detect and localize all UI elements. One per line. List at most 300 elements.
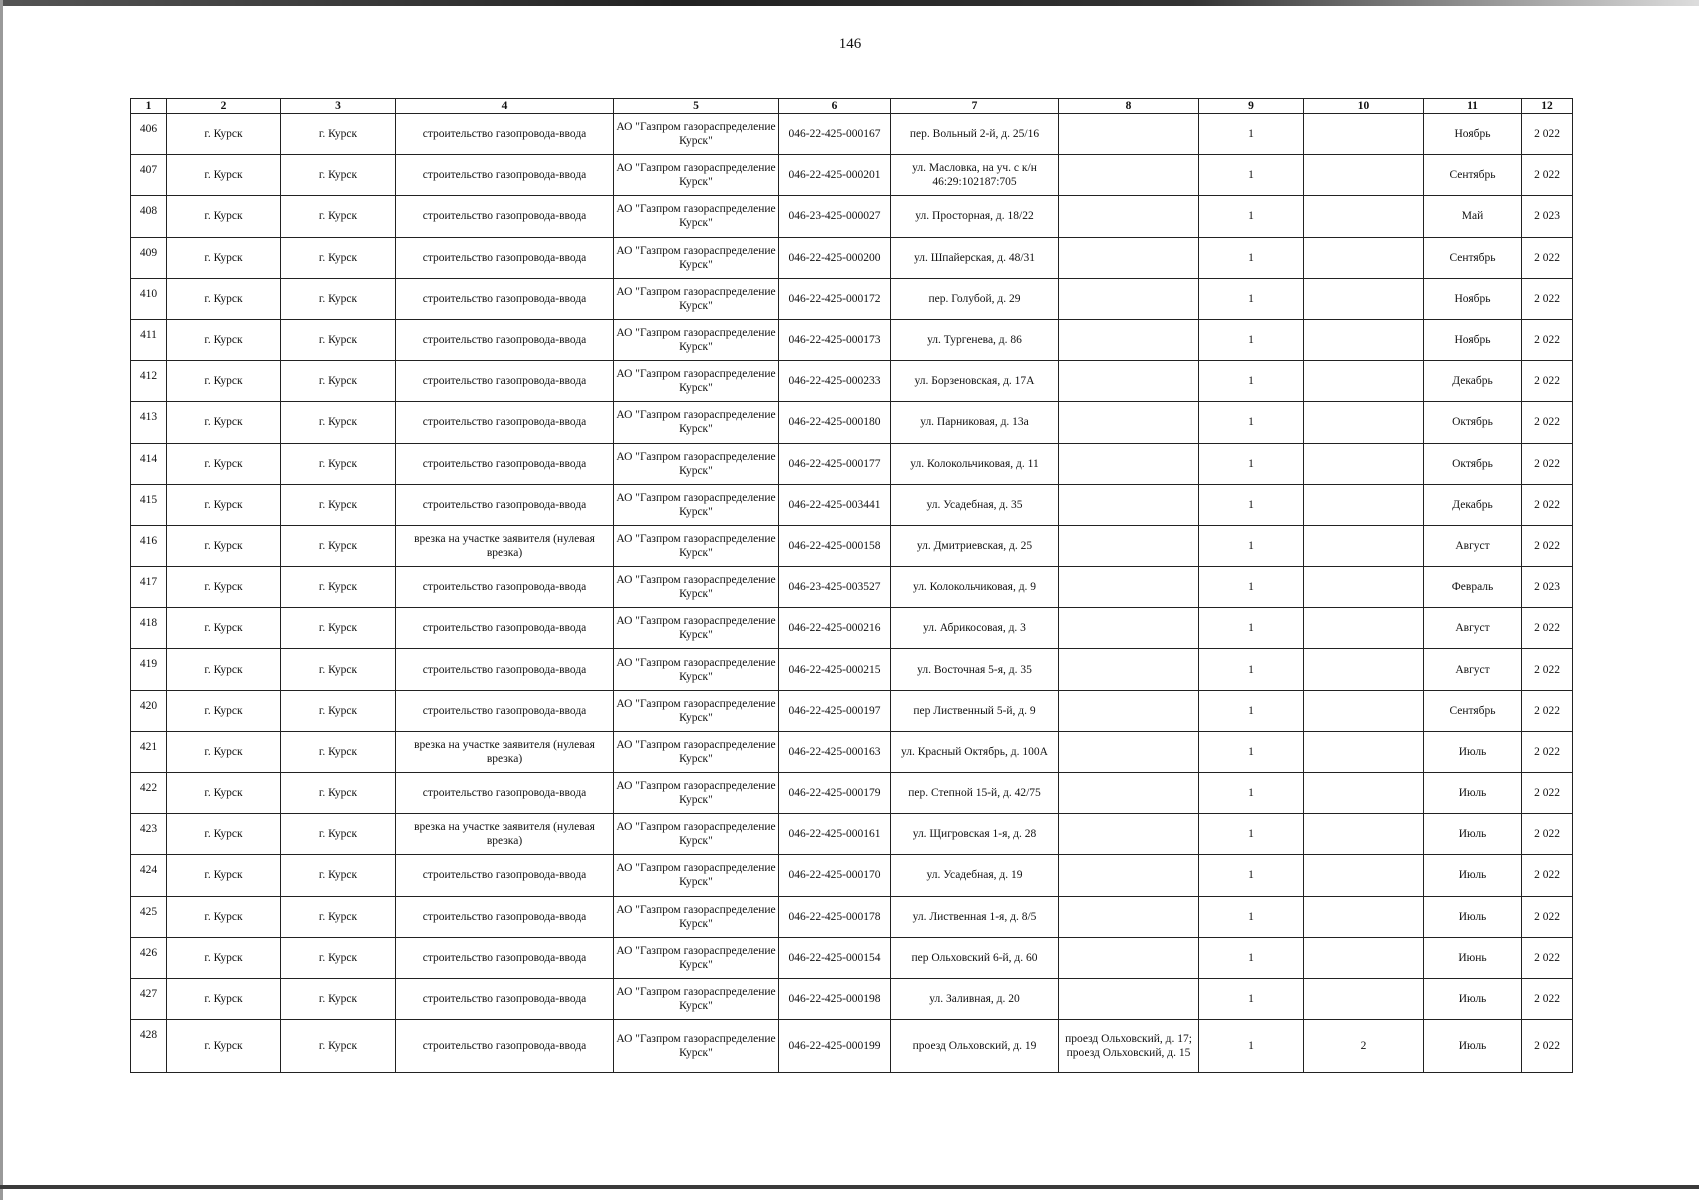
cell-count-additional	[1304, 525, 1424, 566]
cell-year: 2 022	[1522, 278, 1573, 319]
cell-additional-addresses	[1059, 649, 1199, 690]
cell-count-additional	[1304, 114, 1424, 155]
cell-settlement: г. Курск	[167, 114, 281, 155]
cell-count-additional	[1304, 567, 1424, 608]
cell-organization: АО "Газпром газораспределение Курск"	[614, 1020, 779, 1073]
cell-count: 1	[1199, 814, 1304, 855]
cell-year: 2 022	[1522, 1020, 1573, 1073]
cell-row-number: 427	[131, 978, 167, 1019]
cell-additional-addresses	[1059, 114, 1199, 155]
cell-settlement: г. Курск	[167, 567, 281, 608]
column-header-12: 12	[1522, 99, 1573, 114]
table-row	[131, 608, 1573, 649]
cell-count: 1	[1199, 361, 1304, 402]
cell-year: 2 022	[1522, 937, 1573, 978]
table-body	[131, 114, 1573, 1073]
table-row	[131, 484, 1573, 525]
cell-month: Сентябрь	[1424, 155, 1522, 196]
table-row	[131, 525, 1573, 566]
cell-organization: АО "Газпром газораспределение Курск"	[614, 773, 779, 814]
cell-row-number: 419	[131, 649, 167, 690]
cell-address: ул. Щигровская 1-я, д. 28	[891, 814, 1059, 855]
cell-organization: АО "Газпром газораспределение Курск"	[614, 608, 779, 649]
cell-settlement: г. Курск	[167, 855, 281, 896]
cell-row-number: 420	[131, 690, 167, 731]
cell-year: 2 022	[1522, 855, 1573, 896]
cell-month: Октябрь	[1424, 443, 1522, 484]
cell-address: ул. Усадебная, д. 19	[891, 855, 1059, 896]
cell-address: ул. Масловка, на уч. с к/н 46:29:102187:705	[891, 155, 1059, 196]
cell-work-type: врезка на участке заявителя (нулевая врезка)	[396, 731, 614, 772]
cell-count: 1	[1199, 1020, 1304, 1073]
cell-organization: АО "Газпром газораспределение Курск"	[614, 649, 779, 690]
cell-additional-addresses	[1059, 196, 1199, 237]
cell-address: ул. Дмитриевская, д. 25	[891, 525, 1059, 566]
cell-address: ул. Колокольчиковая, д. 9	[891, 567, 1059, 608]
cell-count: 1	[1199, 319, 1304, 360]
cell-row-number: 416	[131, 525, 167, 566]
cell-additional-addresses	[1059, 978, 1199, 1019]
cell-month: Август	[1424, 649, 1522, 690]
cell-month: Ноябрь	[1424, 114, 1522, 155]
cell-district: г. Курск	[281, 814, 396, 855]
cell-request-number: 046-22-425-000233	[779, 361, 891, 402]
cell-settlement: г. Курск	[167, 196, 281, 237]
cell-year: 2 022	[1522, 114, 1573, 155]
table-row	[131, 237, 1573, 278]
cell-request-number: 046-22-425-000177	[779, 443, 891, 484]
cell-additional-addresses	[1059, 814, 1199, 855]
cell-row-number: 412	[131, 361, 167, 402]
cell-count-additional	[1304, 196, 1424, 237]
cell-organization: АО "Газпром газораспределение Курск"	[614, 525, 779, 566]
cell-count-additional	[1304, 319, 1424, 360]
cell-district: г. Курск	[281, 237, 396, 278]
cell-year: 2 022	[1522, 731, 1573, 772]
cell-address: ул. Просторная, д. 18/22	[891, 196, 1059, 237]
cell-district: г. Курск	[281, 319, 396, 360]
cell-additional-addresses	[1059, 237, 1199, 278]
cell-organization: АО "Газпром газораспределение Курск"	[614, 196, 779, 237]
cell-year: 2 022	[1522, 319, 1573, 360]
cell-count: 1	[1199, 114, 1304, 155]
cell-settlement: г. Курск	[167, 814, 281, 855]
cell-count: 1	[1199, 402, 1304, 443]
cell-count-additional	[1304, 608, 1424, 649]
scan-edge-top	[0, 0, 1699, 6]
cell-work-type: строительство газопровода-ввода	[396, 196, 614, 237]
cell-district: г. Курск	[281, 155, 396, 196]
cell-settlement: г. Курск	[167, 978, 281, 1019]
cell-count-additional	[1304, 155, 1424, 196]
cell-count-additional	[1304, 278, 1424, 319]
cell-row-number: 411	[131, 319, 167, 360]
cell-count-additional: 2	[1304, 1020, 1424, 1073]
cell-work-type: строительство газопровода-ввода	[396, 278, 614, 319]
column-header-2: 2	[167, 99, 281, 114]
cell-count: 1	[1199, 567, 1304, 608]
cell-additional-addresses	[1059, 484, 1199, 525]
column-header-8: 8	[1059, 99, 1199, 114]
cell-request-number: 046-22-425-000154	[779, 937, 891, 978]
cell-month: Ноябрь	[1424, 278, 1522, 319]
table-row	[131, 937, 1573, 978]
cell-settlement: г. Курск	[167, 443, 281, 484]
table-row	[131, 690, 1573, 731]
gas-connection-table	[130, 98, 1573, 1073]
cell-count: 1	[1199, 855, 1304, 896]
cell-address: ул. Парниковая, д. 13а	[891, 402, 1059, 443]
cell-address: ул. Абрикосовая, д. 3	[891, 608, 1059, 649]
cell-count-additional	[1304, 896, 1424, 937]
cell-row-number: 425	[131, 896, 167, 937]
cell-count: 1	[1199, 773, 1304, 814]
cell-month: Июль	[1424, 731, 1522, 772]
cell-work-type: строительство газопровода-ввода	[396, 608, 614, 649]
cell-work-type: строительство газопровода-ввода	[396, 567, 614, 608]
cell-organization: АО "Газпром газораспределение Курск"	[614, 937, 779, 978]
table-row	[131, 731, 1573, 772]
cell-settlement: г. Курск	[167, 649, 281, 690]
cell-request-number: 046-23-425-003527	[779, 567, 891, 608]
cell-year: 2 022	[1522, 155, 1573, 196]
column-header-1: 1	[131, 99, 167, 114]
cell-additional-addresses	[1059, 278, 1199, 319]
cell-district: г. Курск	[281, 937, 396, 978]
cell-settlement: г. Курск	[167, 896, 281, 937]
cell-month: Ноябрь	[1424, 319, 1522, 360]
cell-address: ул. Борзеновская, д. 17А	[891, 361, 1059, 402]
cell-count: 1	[1199, 731, 1304, 772]
cell-work-type: строительство газопровода-ввода	[396, 484, 614, 525]
cell-organization: АО "Газпром газораспределение Курск"	[614, 237, 779, 278]
cell-settlement: г. Курск	[167, 155, 281, 196]
table-row	[131, 773, 1573, 814]
table-row	[131, 896, 1573, 937]
cell-year: 2 022	[1522, 814, 1573, 855]
cell-year: 2 022	[1522, 649, 1573, 690]
cell-district: г. Курск	[281, 402, 396, 443]
cell-work-type: строительство газопровода-ввода	[396, 896, 614, 937]
cell-work-type: строительство газопровода-ввода	[396, 773, 614, 814]
cell-month: Июль	[1424, 896, 1522, 937]
cell-settlement: г. Курск	[167, 525, 281, 566]
cell-year: 2 023	[1522, 567, 1573, 608]
cell-organization: АО "Газпром газораспределение Курск"	[614, 278, 779, 319]
table-row	[131, 649, 1573, 690]
cell-settlement: г. Курск	[167, 690, 281, 731]
cell-work-type: строительство газопровода-ввода	[396, 690, 614, 731]
cell-organization: АО "Газпром газораспределение Курск"	[614, 155, 779, 196]
table-row	[131, 278, 1573, 319]
cell-request-number: 046-22-425-000161	[779, 814, 891, 855]
cell-organization: АО "Газпром газораспределение Курск"	[614, 855, 779, 896]
cell-address: пер. Степной 15-й, д. 42/75	[891, 773, 1059, 814]
cell-count-additional	[1304, 443, 1424, 484]
cell-work-type: врезка на участке заявителя (нулевая врезка)	[396, 525, 614, 566]
cell-district: г. Курск	[281, 443, 396, 484]
table-row	[131, 155, 1573, 196]
cell-district: г. Курск	[281, 278, 396, 319]
cell-settlement: г. Курск	[167, 731, 281, 772]
cell-year: 2 022	[1522, 443, 1573, 484]
cell-additional-addresses	[1059, 773, 1199, 814]
cell-work-type: строительство газопровода-ввода	[396, 649, 614, 690]
column-header-3: 3	[281, 99, 396, 114]
cell-request-number: 046-22-425-000198	[779, 978, 891, 1019]
cell-row-number: 410	[131, 278, 167, 319]
cell-district: г. Курск	[281, 361, 396, 402]
cell-work-type: строительство газопровода-ввода	[396, 402, 614, 443]
cell-year: 2 022	[1522, 402, 1573, 443]
table-header-row	[131, 99, 1573, 114]
cell-row-number: 424	[131, 855, 167, 896]
cell-district: г. Курск	[281, 114, 396, 155]
cell-count: 1	[1199, 937, 1304, 978]
table-row	[131, 567, 1573, 608]
cell-additional-addresses	[1059, 361, 1199, 402]
cell-count: 1	[1199, 525, 1304, 566]
cell-row-number: 415	[131, 484, 167, 525]
cell-request-number: 046-22-425-000179	[779, 773, 891, 814]
cell-organization: АО "Газпром газораспределение Курск"	[614, 731, 779, 772]
cell-row-number: 417	[131, 567, 167, 608]
cell-request-number: 046-22-425-003441	[779, 484, 891, 525]
cell-count: 1	[1199, 608, 1304, 649]
page-number: 146	[838, 36, 862, 52]
cell-work-type: строительство газопровода-ввода	[396, 978, 614, 1019]
table-row	[131, 1020, 1573, 1073]
cell-address: пер Лиственный 5-й, д. 9	[891, 690, 1059, 731]
cell-month: Июль	[1424, 855, 1522, 896]
cell-work-type: строительство газопровода-ввода	[396, 319, 614, 360]
cell-count: 1	[1199, 690, 1304, 731]
cell-row-number: 426	[131, 937, 167, 978]
column-header-6: 6	[779, 99, 891, 114]
column-header-7: 7	[891, 99, 1059, 114]
cell-count-additional	[1304, 937, 1424, 978]
cell-month: Февраль	[1424, 567, 1522, 608]
cell-count-additional	[1304, 402, 1424, 443]
cell-organization: АО "Газпром газораспределение Курск"	[614, 896, 779, 937]
cell-request-number: 046-22-425-000199	[779, 1020, 891, 1073]
table-row	[131, 402, 1573, 443]
cell-organization: АО "Газпром газораспределение Курск"	[614, 361, 779, 402]
cell-count: 1	[1199, 896, 1304, 937]
cell-count: 1	[1199, 237, 1304, 278]
cell-address: пер Ольховский 6-й, д. 60	[891, 937, 1059, 978]
table-row	[131, 196, 1573, 237]
cell-additional-addresses	[1059, 567, 1199, 608]
cell-district: г. Курск	[281, 1020, 396, 1073]
cell-settlement: г. Курск	[167, 402, 281, 443]
column-header-9: 9	[1199, 99, 1304, 114]
cell-month: Июль	[1424, 978, 1522, 1019]
cell-row-number: 428	[131, 1020, 167, 1073]
cell-count: 1	[1199, 978, 1304, 1019]
cell-count-additional	[1304, 731, 1424, 772]
table-row	[131, 443, 1573, 484]
cell-settlement: г. Курск	[167, 319, 281, 360]
cell-row-number: 407	[131, 155, 167, 196]
cell-month: Декабрь	[1424, 361, 1522, 402]
cell-request-number: 046-22-425-000170	[779, 855, 891, 896]
cell-request-number: 046-22-425-000167	[779, 114, 891, 155]
cell-district: г. Курск	[281, 773, 396, 814]
cell-additional-addresses: проезд Ольховский, д. 17; проезд Ольховский, д. 15	[1059, 1020, 1199, 1073]
cell-row-number: 421	[131, 731, 167, 772]
cell-row-number: 413	[131, 402, 167, 443]
cell-work-type: строительство газопровода-ввода	[396, 361, 614, 402]
cell-work-type: строительство газопровода-ввода	[396, 855, 614, 896]
cell-address: ул. Восточная 5-я, д. 35	[891, 649, 1059, 690]
cell-year: 2 023	[1522, 196, 1573, 237]
cell-month: Июль	[1424, 773, 1522, 814]
cell-month: Сентябрь	[1424, 237, 1522, 278]
cell-district: г. Курск	[281, 484, 396, 525]
cell-count: 1	[1199, 278, 1304, 319]
cell-year: 2 022	[1522, 525, 1573, 566]
cell-work-type: строительство газопровода-ввода	[396, 937, 614, 978]
cell-month: Май	[1424, 196, 1522, 237]
cell-district: г. Курск	[281, 608, 396, 649]
cell-settlement: г. Курск	[167, 937, 281, 978]
cell-additional-addresses	[1059, 402, 1199, 443]
column-header-5: 5	[614, 99, 779, 114]
table-row	[131, 978, 1573, 1019]
scan-edge-left	[0, 0, 3, 1200]
cell-month: Сентябрь	[1424, 690, 1522, 731]
cell-additional-addresses	[1059, 608, 1199, 649]
cell-address: ул. Колокольчиковая, д. 11	[891, 443, 1059, 484]
cell-count-additional	[1304, 484, 1424, 525]
cell-count: 1	[1199, 196, 1304, 237]
column-header-4: 4	[396, 99, 614, 114]
cell-count: 1	[1199, 155, 1304, 196]
cell-additional-addresses	[1059, 937, 1199, 978]
cell-count: 1	[1199, 484, 1304, 525]
cell-district: г. Курск	[281, 525, 396, 566]
cell-address: ул. Лиственная 1-я, д. 8/5	[891, 896, 1059, 937]
cell-work-type: строительство газопровода-ввода	[396, 237, 614, 278]
cell-address: ул. Заливная, д. 20	[891, 978, 1059, 1019]
cell-row-number: 409	[131, 237, 167, 278]
cell-month: Июнь	[1424, 937, 1522, 978]
cell-district: г. Курск	[281, 855, 396, 896]
cell-row-number: 423	[131, 814, 167, 855]
cell-address: пер. Голубой, д. 29	[891, 278, 1059, 319]
table-row	[131, 814, 1573, 855]
cell-request-number: 046-22-425-000200	[779, 237, 891, 278]
cell-address: ул. Усадебная, д. 35	[891, 484, 1059, 525]
cell-district: г. Курск	[281, 978, 396, 1019]
cell-count-additional	[1304, 649, 1424, 690]
cell-district: г. Курск	[281, 896, 396, 937]
cell-organization: АО "Газпром газораспределение Курск"	[614, 978, 779, 1019]
cell-address: ул. Тургенева, д. 86	[891, 319, 1059, 360]
cell-organization: АО "Газпром газораспределение Курск"	[614, 443, 779, 484]
cell-month: Август	[1424, 525, 1522, 566]
cell-row-number: 408	[131, 196, 167, 237]
table-row	[131, 319, 1573, 360]
cell-request-number: 046-22-425-000173	[779, 319, 891, 360]
cell-settlement: г. Курск	[167, 361, 281, 402]
cell-request-number: 046-23-425-000027	[779, 196, 891, 237]
table-row	[131, 114, 1573, 155]
cell-settlement: г. Курск	[167, 773, 281, 814]
cell-year: 2 022	[1522, 484, 1573, 525]
cell-address: пер. Вольный 2-й, д. 25/16	[891, 114, 1059, 155]
cell-settlement: г. Курск	[167, 237, 281, 278]
cell-additional-addresses	[1059, 525, 1199, 566]
cell-address: проезд Ольховский, д. 19	[891, 1020, 1059, 1073]
cell-count-additional	[1304, 978, 1424, 1019]
cell-organization: АО "Газпром газораспределение Курск"	[614, 402, 779, 443]
cell-year: 2 022	[1522, 237, 1573, 278]
cell-work-type: строительство газопровода-ввода	[396, 443, 614, 484]
cell-count-additional	[1304, 361, 1424, 402]
cell-settlement: г. Курск	[167, 1020, 281, 1073]
scan-edge-bottom	[0, 1185, 1699, 1189]
cell-request-number: 046-22-425-000158	[779, 525, 891, 566]
cell-month: Октябрь	[1424, 402, 1522, 443]
cell-request-number: 046-22-425-000201	[779, 155, 891, 196]
cell-count-additional	[1304, 690, 1424, 731]
cell-row-number: 406	[131, 114, 167, 155]
cell-additional-addresses	[1059, 896, 1199, 937]
cell-district: г. Курск	[281, 649, 396, 690]
cell-request-number: 046-22-425-000172	[779, 278, 891, 319]
cell-year: 2 022	[1522, 608, 1573, 649]
cell-year: 2 022	[1522, 896, 1573, 937]
cell-count-additional	[1304, 773, 1424, 814]
cell-request-number: 046-22-425-000178	[779, 896, 891, 937]
cell-month: Июль	[1424, 1020, 1522, 1073]
cell-district: г. Курск	[281, 690, 396, 731]
cell-organization: АО "Газпром газораспределение Курск"	[614, 567, 779, 608]
cell-month: Июль	[1424, 814, 1522, 855]
cell-request-number: 046-22-425-000215	[779, 649, 891, 690]
cell-organization: АО "Газпром газораспределение Курск"	[614, 814, 779, 855]
cell-settlement: г. Курск	[167, 608, 281, 649]
cell-district: г. Курск	[281, 196, 396, 237]
cell-organization: АО "Газпром газораспределение Курск"	[614, 319, 779, 360]
cell-year: 2 022	[1522, 361, 1573, 402]
cell-additional-addresses	[1059, 690, 1199, 731]
table-row	[131, 361, 1573, 402]
cell-row-number: 414	[131, 443, 167, 484]
cell-row-number: 422	[131, 773, 167, 814]
cell-work-type: строительство газопровода-ввода	[396, 155, 614, 196]
cell-organization: АО "Газпром газораспределение Курск"	[614, 690, 779, 731]
cell-request-number: 046-22-425-000216	[779, 608, 891, 649]
cell-month: Август	[1424, 608, 1522, 649]
cell-organization: АО "Газпром газораспределение Курск"	[614, 484, 779, 525]
cell-count-additional	[1304, 237, 1424, 278]
cell-request-number: 046-22-425-000197	[779, 690, 891, 731]
cell-work-type: врезка на участке заявителя (нулевая врезка)	[396, 814, 614, 855]
cell-settlement: г. Курск	[167, 278, 281, 319]
cell-additional-addresses	[1059, 319, 1199, 360]
column-header-11: 11	[1424, 99, 1522, 114]
cell-settlement: г. Курск	[167, 484, 281, 525]
cell-additional-addresses	[1059, 443, 1199, 484]
cell-request-number: 046-22-425-000180	[779, 402, 891, 443]
cell-count: 1	[1199, 443, 1304, 484]
cell-additional-addresses	[1059, 855, 1199, 896]
cell-count-additional	[1304, 814, 1424, 855]
cell-month: Декабрь	[1424, 484, 1522, 525]
